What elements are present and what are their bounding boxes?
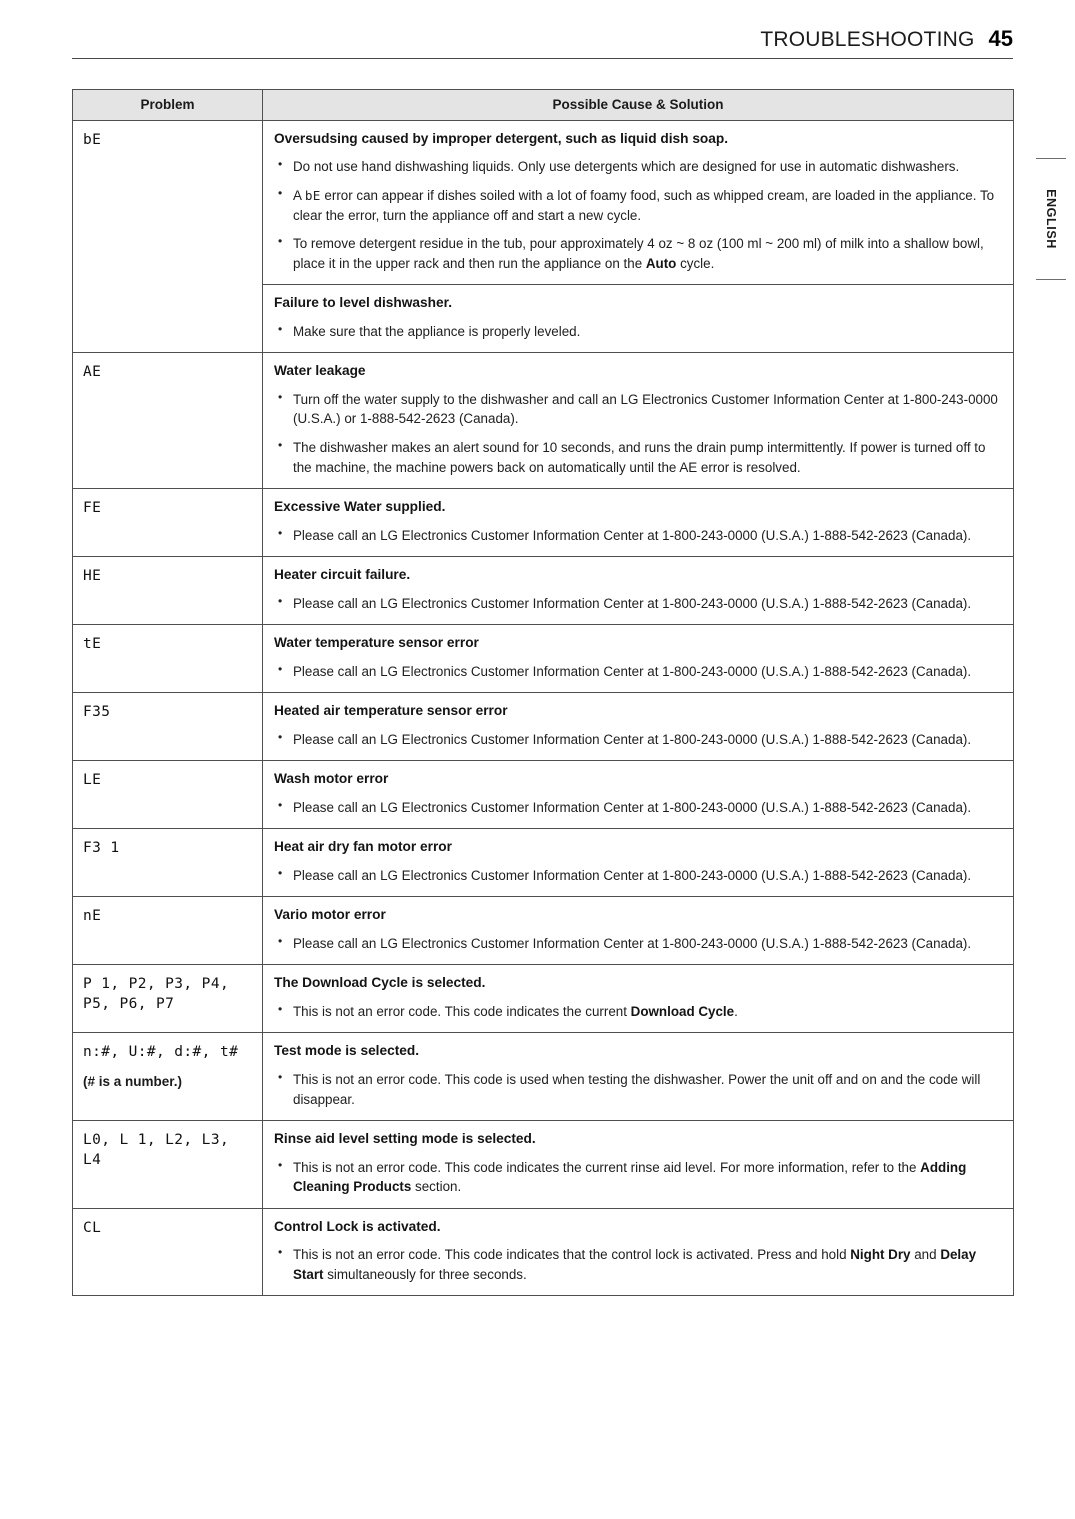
problem-cell — [73, 625, 263, 693]
bullet-list — [274, 526, 1001, 546]
error-code: F35 — [83, 704, 111, 721]
table-row — [73, 1121, 1014, 1209]
bullet-item — [274, 662, 1001, 682]
bullet-item — [274, 1070, 1001, 1109]
table-row — [73, 829, 1014, 897]
cause-solution-section — [263, 121, 1013, 284]
bullet-item — [274, 234, 1001, 273]
table-body — [73, 121, 1014, 1296]
problem-cell — [73, 761, 263, 829]
cause-solution-section — [263, 353, 1013, 488]
error-code: bE — [83, 132, 102, 148]
page-header — [72, 26, 1013, 64]
error-code: L0, L 1, L2, L3, L4 — [83, 1132, 230, 1169]
column-header-cause-solution: Possible Cause & Solution — [263, 90, 1014, 121]
cause-solution-section — [263, 557, 1013, 624]
body-text: Turn off the water supply to the dishwasher and call an LG Electronics Customer Information Center at 1-800-243-0000 (U.S.A.) or 1-888-542-2623 (Canada). — [293, 391, 998, 427]
section-title: Excessive Water supplied. — [274, 499, 446, 515]
body-text: Please call an LG Electronics Customer Information Center at 1-800-243-0000 (U.S.A.) 1-888-542-2623 (Canada). — [293, 731, 972, 747]
table-row — [73, 965, 1014, 1033]
error-code: FE — [83, 500, 102, 517]
page-header-rule — [72, 26, 1013, 59]
body-text: Please call an LG Electronics Customer Information Center at 1-800-243-0000 (U.S.A.) 1-888-542-2623 (Canada). — [293, 595, 972, 611]
cause-solution-cell — [263, 965, 1014, 1033]
cause-solution-section — [263, 761, 1013, 828]
bullet-item — [274, 186, 1001, 225]
body-text: Do not use hand dishwashing liquids. Only use detergents which are designed for use in automatic dishwashers. — [293, 159, 960, 175]
bullet-item — [274, 438, 1001, 477]
error-code: nE — [83, 908, 102, 925]
language-side-tab — [1036, 158, 1066, 280]
bullet-list — [274, 1002, 1001, 1022]
body-text: Please call an LG Electronics Customer Information Center at 1-800-243-0000 (U.S.A.) 1-888-542-2623 (Canada). — [293, 935, 972, 951]
table-row — [73, 693, 1014, 761]
section-title: Heater circuit failure. — [274, 567, 411, 583]
body-text: Please call an LG Electronics Customer Information Center at 1-800-243-0000 (U.S.A.) 1-888-542-2623 (Canada). — [293, 663, 972, 679]
error-code: n:#, U:#, d:#, t# — [83, 1044, 239, 1061]
bullet-list — [274, 866, 1001, 886]
cause-solution-section — [263, 829, 1013, 896]
bullet-list — [274, 1245, 1001, 1284]
problem-cell — [73, 353, 263, 489]
section-title: Rinse aid level setting mode is selected. — [274, 1131, 536, 1147]
section-title: Failure to level dishwasher. — [274, 295, 453, 311]
cause-solution-cell — [263, 1033, 1014, 1121]
emphasis-text: Delay Start — [293, 1247, 977, 1282]
body-text: simultaneously for three seconds. — [323, 1266, 527, 1282]
problem-cell — [73, 489, 263, 557]
language-side-tab-label: ENGLISH — [1044, 189, 1059, 249]
problem-cell — [73, 829, 263, 897]
bullet-list — [274, 594, 1001, 614]
bullet-item — [274, 866, 1001, 886]
body-text: This is not an error code. This code indicates that the control lock is activated. Press and hold — [293, 1247, 851, 1263]
error-code: CL — [83, 1219, 102, 1236]
problem-cell — [73, 1208, 263, 1296]
cause-solution-section — [263, 1121, 1013, 1208]
body-text: This is not an error code. This code indicates the current rinse aid level. For more information, refer to the — [293, 1159, 921, 1175]
emphasis-text: Download Cycle — [630, 1003, 735, 1019]
table-row — [73, 353, 1014, 489]
section-title: Vario motor error — [274, 907, 386, 923]
table-row — [73, 557, 1014, 625]
error-code: HE — [83, 568, 102, 585]
section-title: Heated air temperature sensor error — [274, 703, 508, 719]
section-title: Test mode is selected. — [274, 1043, 420, 1059]
cause-solution-section — [263, 1033, 1013, 1120]
emphasis-text: Night Dry — [850, 1247, 911, 1263]
problem-cell — [73, 557, 263, 625]
problem-cell — [73, 1121, 263, 1209]
error-code: F3 1 — [83, 840, 120, 857]
bullet-list — [274, 322, 1001, 342]
bullet-item — [274, 1002, 1001, 1022]
problem-cell — [73, 965, 263, 1033]
cause-solution-cell — [263, 353, 1014, 489]
body-text: Please call an LG Electronics Customer Information Center at 1-800-243-0000 (U.S.A.) 1-888-542-2623 (Canada). — [293, 527, 972, 543]
bullet-list — [274, 662, 1001, 682]
problem-cell — [73, 121, 263, 353]
body-text: and — [910, 1247, 941, 1263]
problem-cell — [73, 897, 263, 965]
cause-solution-cell — [263, 121, 1014, 353]
cause-solution-cell — [263, 829, 1014, 897]
bullet-list — [274, 1070, 1001, 1109]
emphasis-text: Adding Cleaning Products — [293, 1159, 967, 1195]
cause-solution-cell — [263, 761, 1014, 829]
troubleshooting-table-wrapper — [72, 89, 1014, 1296]
troubleshooting-table — [72, 89, 1014, 1296]
error-code: AE — [83, 364, 102, 381]
body-text: cycle. — [676, 255, 715, 271]
section-title: Water temperature sensor error — [274, 635, 479, 651]
section-title: The Download Cycle is selected. — [274, 975, 486, 991]
cause-solution-cell — [263, 1208, 1014, 1296]
chapter-title: TROUBLESHOOTING — [760, 28, 975, 51]
table-head — [73, 90, 1014, 121]
body-text: error can appear if dishes soiled with a lot of foamy food, such as whipped cream, are loaded in the appliance. To clear the error, turn the appliance off and start a new cycle. — [293, 188, 995, 223]
inline-error-code: bE — [304, 188, 321, 204]
cause-solution-section — [263, 625, 1013, 692]
table-row — [73, 489, 1014, 557]
bullet-item — [274, 798, 1001, 818]
error-code: LE — [83, 772, 102, 789]
cause-solution-cell — [263, 693, 1014, 761]
body-text: This is not an error code. This code indicates the current — [293, 1003, 631, 1019]
body-text: Please call an LG Electronics Customer Information Center at 1-800-243-0000 (U.S.A.) 1-888-542-2623 (Canada). — [293, 799, 972, 815]
cause-solution-cell — [263, 557, 1014, 625]
page-number: 45 — [988, 26, 1013, 51]
bullet-item — [274, 934, 1001, 954]
cause-solution-section — [263, 284, 1013, 352]
cause-solution-section — [263, 1209, 1013, 1296]
body-text: A — [293, 188, 305, 204]
cause-solution-cell — [263, 1121, 1014, 1209]
body-text: To remove detergent residue in the tub, pour approximately 4 oz ~ 8 oz (100 ml ~ 200 ml) of milk into a shallow bowl, place it in the upper rack and then run the appliance on the — [293, 236, 984, 271]
bullet-item — [274, 390, 1001, 429]
table-header-row — [73, 90, 1014, 121]
emphasis-text: Auto — [645, 255, 677, 271]
bullet-item — [274, 1158, 1001, 1197]
body-text: . — [734, 1003, 738, 1019]
error-code: tE — [83, 636, 102, 653]
problem-cell — [73, 1033, 263, 1121]
problem-cell — [73, 693, 263, 761]
error-code-note: (# is a number.) — [83, 1074, 183, 1090]
bullet-list — [274, 157, 1001, 273]
bullet-item — [274, 594, 1001, 614]
cause-solution-section — [263, 897, 1013, 964]
table-row — [73, 1208, 1014, 1296]
cause-solution-section — [263, 693, 1013, 760]
table-row — [73, 897, 1014, 965]
cause-solution-section — [263, 965, 1013, 1032]
body-text: section. — [411, 1179, 462, 1195]
body-text: The dishwasher makes an alert sound for 10 seconds, and runs the drain pump intermittently. If power is turned off to the machine, the machine powers back on automatically until the AE error is resolved. — [293, 439, 986, 475]
bullet-list — [274, 1158, 1001, 1197]
body-text: Please call an LG Electronics Customer Information Center at 1-800-243-0000 (U.S.A.) 1-888-542-2623 (Canada). — [293, 867, 972, 883]
section-title: Wash motor error — [274, 771, 389, 787]
cause-solution-cell — [263, 625, 1014, 693]
bullet-item — [274, 526, 1001, 546]
table-row — [73, 625, 1014, 693]
cause-solution-section — [263, 489, 1013, 556]
error-code: P 1, P2, P3, P4, P5, P6, P7 — [83, 976, 230, 1013]
bullet-item — [274, 730, 1001, 750]
table-row — [73, 121, 1014, 353]
bullet-list — [274, 934, 1001, 954]
bullet-item — [274, 1245, 1001, 1284]
cause-solution-cell — [263, 897, 1014, 965]
bullet-list — [274, 730, 1001, 750]
body-text: Make sure that the appliance is properly leveled. — [293, 323, 581, 339]
section-title: Oversudsing caused by improper detergent, such as liquid dish soap. — [274, 131, 729, 146]
table-row — [73, 761, 1014, 829]
section-title: Control Lock is activated. — [274, 1218, 441, 1234]
column-header-problem: Problem — [73, 90, 263, 121]
bullet-item — [274, 157, 1001, 177]
body-text: This is not an error code. This code is used when testing the dishwasher. Power the unit off and on and the code will disappear. — [293, 1071, 981, 1107]
section-title: Heat air dry fan motor error — [274, 839, 452, 855]
bullet-list — [274, 390, 1001, 477]
bullet-list — [274, 798, 1001, 818]
section-title: Water leakage — [274, 363, 366, 379]
table-row — [73, 1033, 1014, 1121]
bullet-item — [274, 322, 1001, 342]
cause-solution-cell — [263, 489, 1014, 557]
